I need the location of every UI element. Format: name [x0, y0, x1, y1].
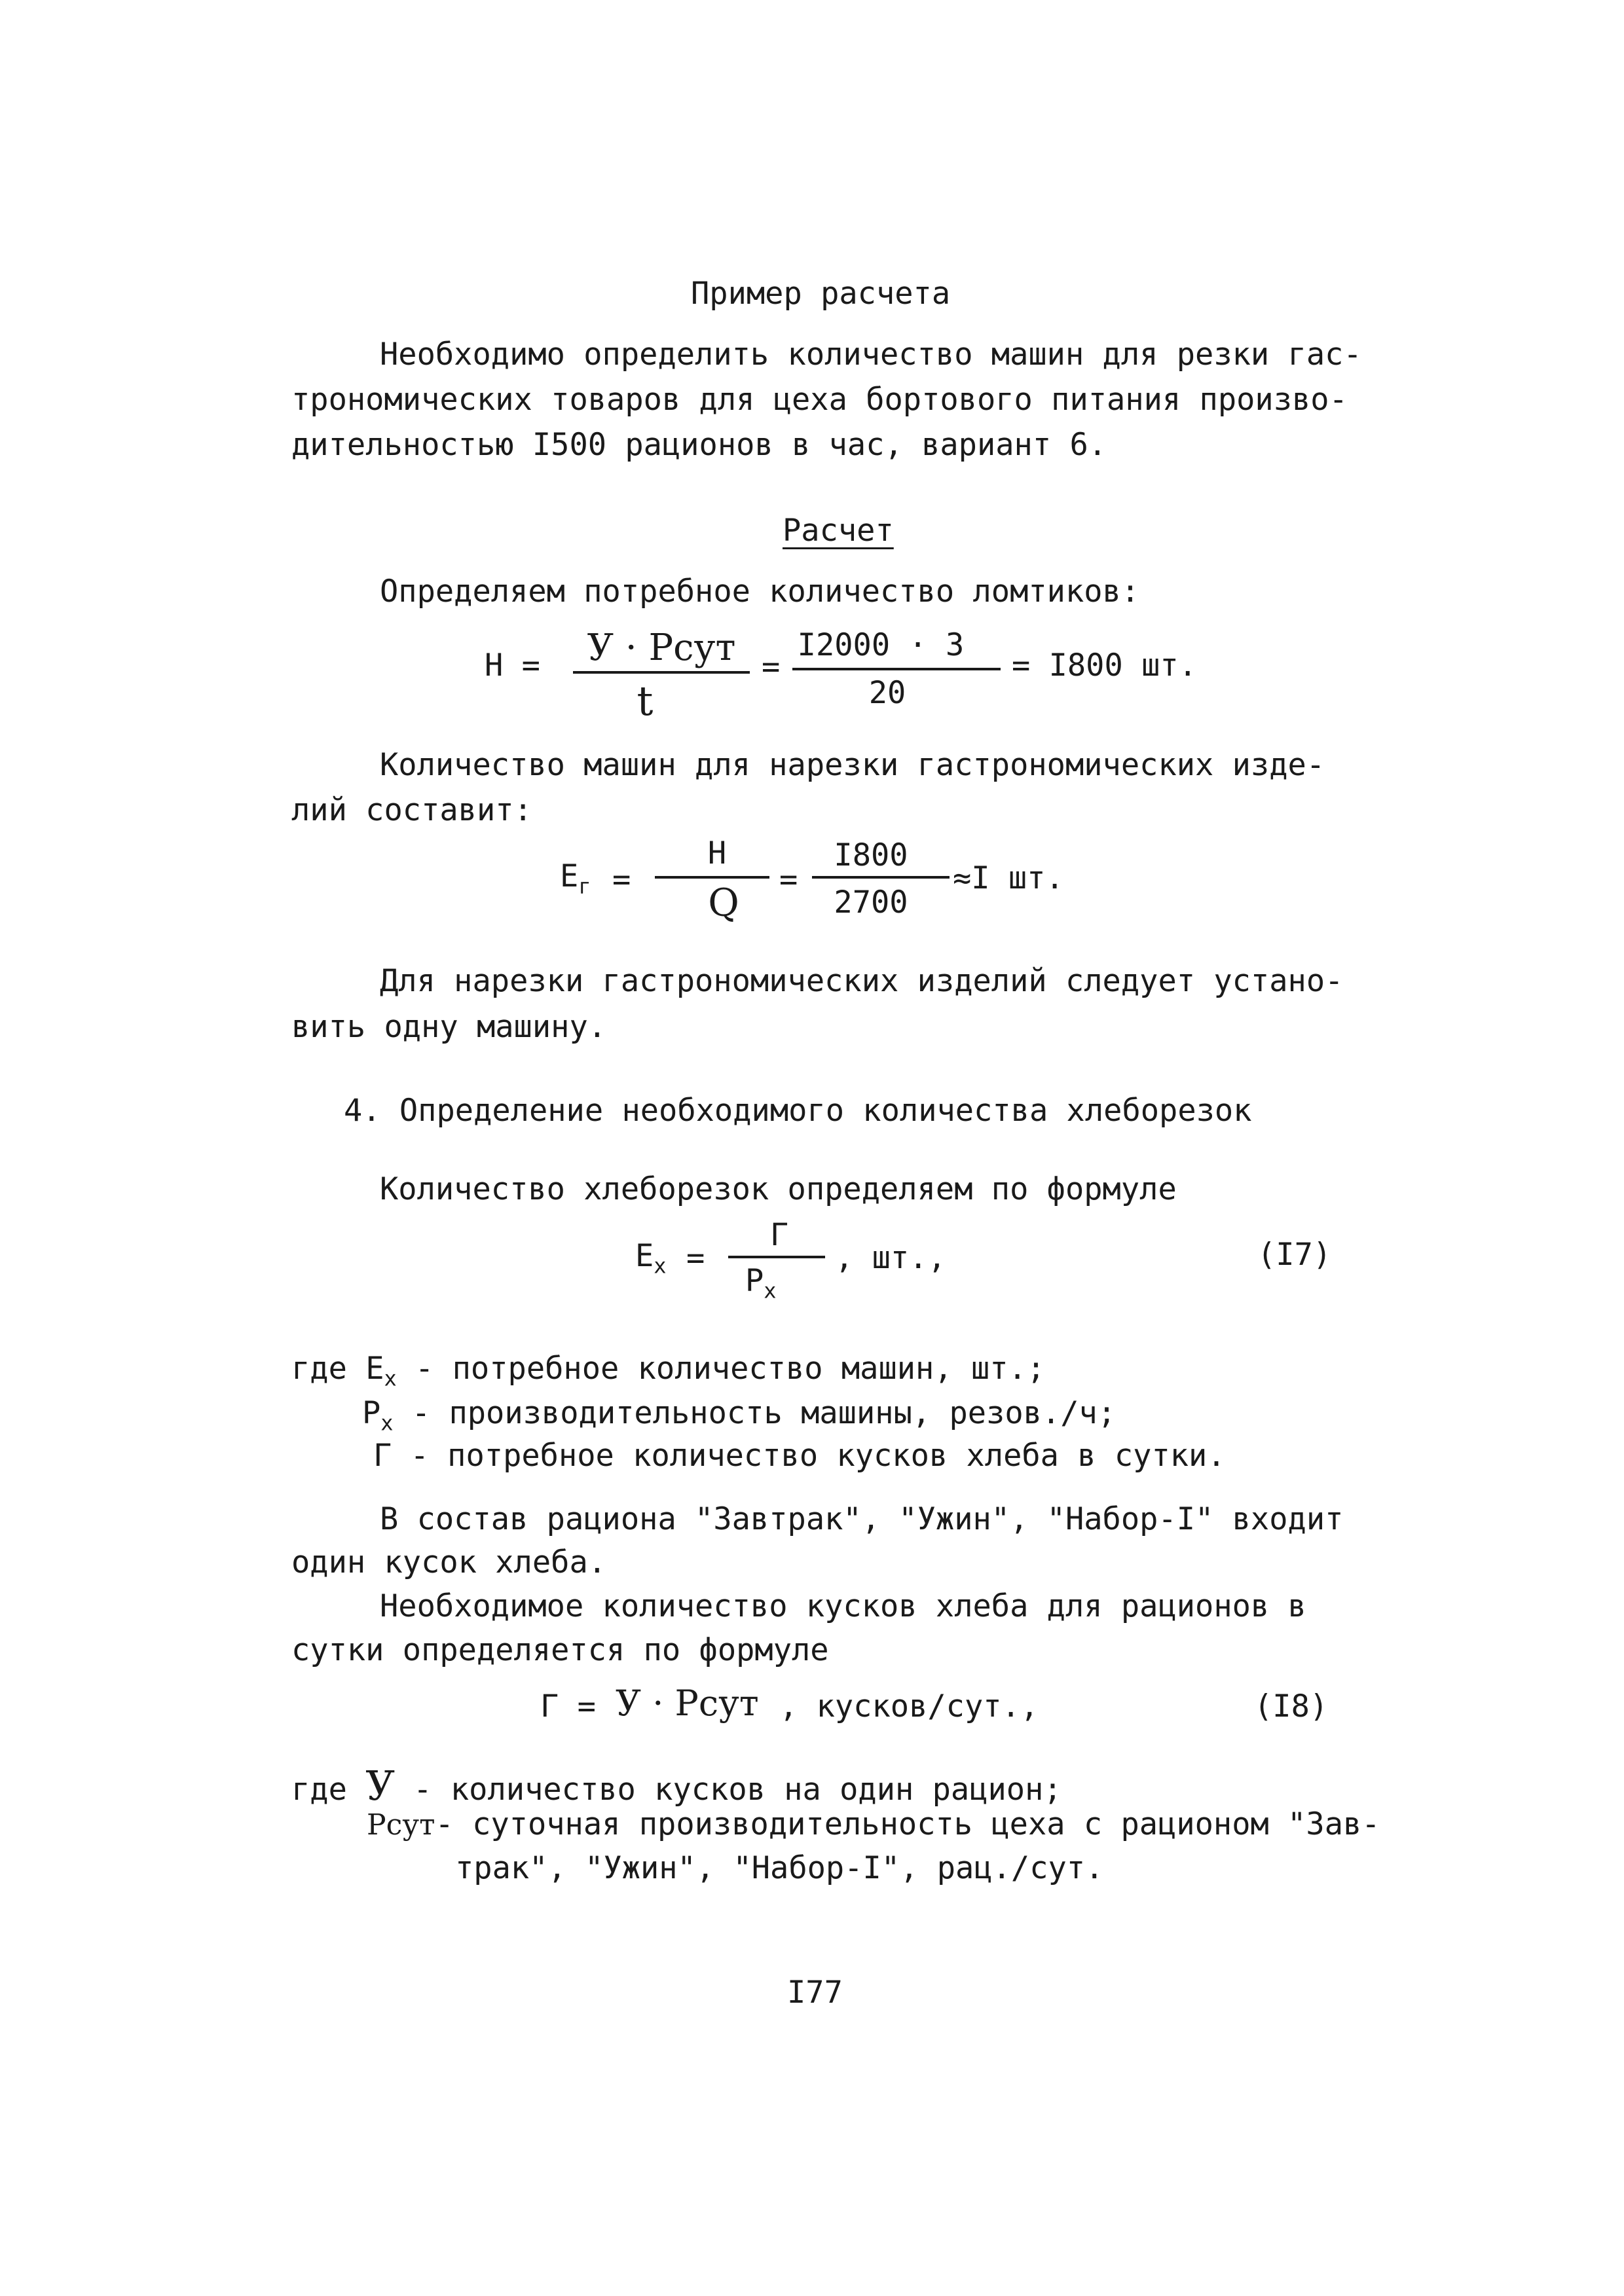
conclusion-line-2: вить одну машину. — [291, 1009, 607, 1045]
formula-machines-bar — [655, 876, 769, 879]
formula-machines-numerator: Н — [707, 835, 727, 871]
formula-slices-result: = I800 шт. — [1012, 647, 1197, 683]
formula-machines-denominator-2: 2700 — [834, 884, 908, 920]
where-17-line-3: Г - потребное количество кусков хлеба в сутки. — [373, 1438, 1226, 1474]
ration-line-1: В состав рациона "Завтрак", "Ужин", "Набор-I" входит — [380, 1501, 1344, 1537]
where-18-line-1: где У - количество кусков на один рацион; — [291, 1762, 1062, 1810]
formula-slices-denominator: t — [637, 677, 654, 725]
formula-slices-bar — [573, 671, 750, 674]
formula-17-eq: = — [686, 1240, 705, 1276]
section-4-heading: 4. Определение необходимого количества хлеборезок — [344, 1093, 1252, 1129]
conclusion-line-1: Для нарезки гастрономических изделий следует устано- — [380, 963, 1344, 999]
machines-line-1: Количество машин для нарезки гастрономических изде- — [380, 747, 1325, 783]
where-18-line-3: трак", "Ужин", "Набор-I", рац./сут. — [455, 1850, 1104, 1886]
formula-slices-eq: = — [762, 649, 781, 685]
formula-machines-result: ≈I шт. — [953, 860, 1064, 896]
formula-18-number: (I8) — [1254, 1688, 1329, 1724]
machines-line-2: лий составит: — [291, 792, 532, 828]
slices-intro: Определяем потребное количество ломтиков: — [380, 574, 1140, 610]
calc-heading: Расчет — [783, 513, 894, 549]
where-17-line-1: где $Е_х$ - потребное количество машин, шт.; — [291, 1351, 1046, 1391]
task-line-2: трономических товаров для цеха бортового питания произво- — [291, 382, 1348, 418]
formula-slices-numerator-2: I2000 · 3 — [797, 627, 965, 663]
bread-intro: Количество хлеборезок определяем по формуле — [380, 1171, 1177, 1207]
formula-17-denominator: $Р_х$ — [745, 1263, 777, 1303]
need-line-1: Необходимое количество кусков хлеба для рационов в — [380, 1588, 1306, 1624]
page-number: I77 — [787, 1975, 843, 2011]
formula-machines-bar-2 — [812, 876, 950, 879]
task-line-1: Необходимо определить количество машин для резки гас- — [380, 337, 1362, 373]
formula-machines-eq1: = — [779, 862, 798, 898]
need-line-2: сутки определяется по формуле — [291, 1632, 829, 1668]
formula-17-unit: , шт., — [835, 1240, 946, 1276]
where-17-line-2: $Р_х$ - производительность машины, резов./ч; — [362, 1395, 1116, 1436]
formula-17-lhs: $Е_х$ — [635, 1238, 667, 1279]
example-heading: Пример расчета — [691, 276, 951, 312]
formula-machines-eq0: = — [612, 862, 631, 898]
formula-18-unit: , кусков/сут., — [779, 1688, 1039, 1724]
formula-slices-bar-2 — [792, 668, 1001, 670]
formula-17-number: (I7) — [1257, 1237, 1332, 1273]
formula-18-rhs: У · Рсут — [616, 1683, 759, 1724]
formula-machines-lhs: $Е_г$ — [560, 858, 591, 899]
formula-slices-denominator-2: 20 — [868, 675, 906, 711]
formula-machines-numerator-2: I800 — [834, 837, 908, 873]
formula-18-lhs: Г = — [540, 1688, 596, 1724]
ration-line-2: один кусок хлеба. — [291, 1544, 607, 1580]
task-line-3: дительностью I500 рационов в час, вариант 6. — [291, 427, 1107, 463]
formula-machines-denominator: Q — [708, 881, 739, 925]
formula-17-bar — [728, 1256, 825, 1258]
formula-slices-numerator: У · Рсут — [587, 627, 736, 669]
formula-slices-lhs: Н = — [485, 647, 540, 683]
where-18-line-2: Рсут- суточная производительность цеха с рационом "Зав- — [367, 1806, 1380, 1842]
formula-17-numerator: Г — [769, 1217, 789, 1253]
